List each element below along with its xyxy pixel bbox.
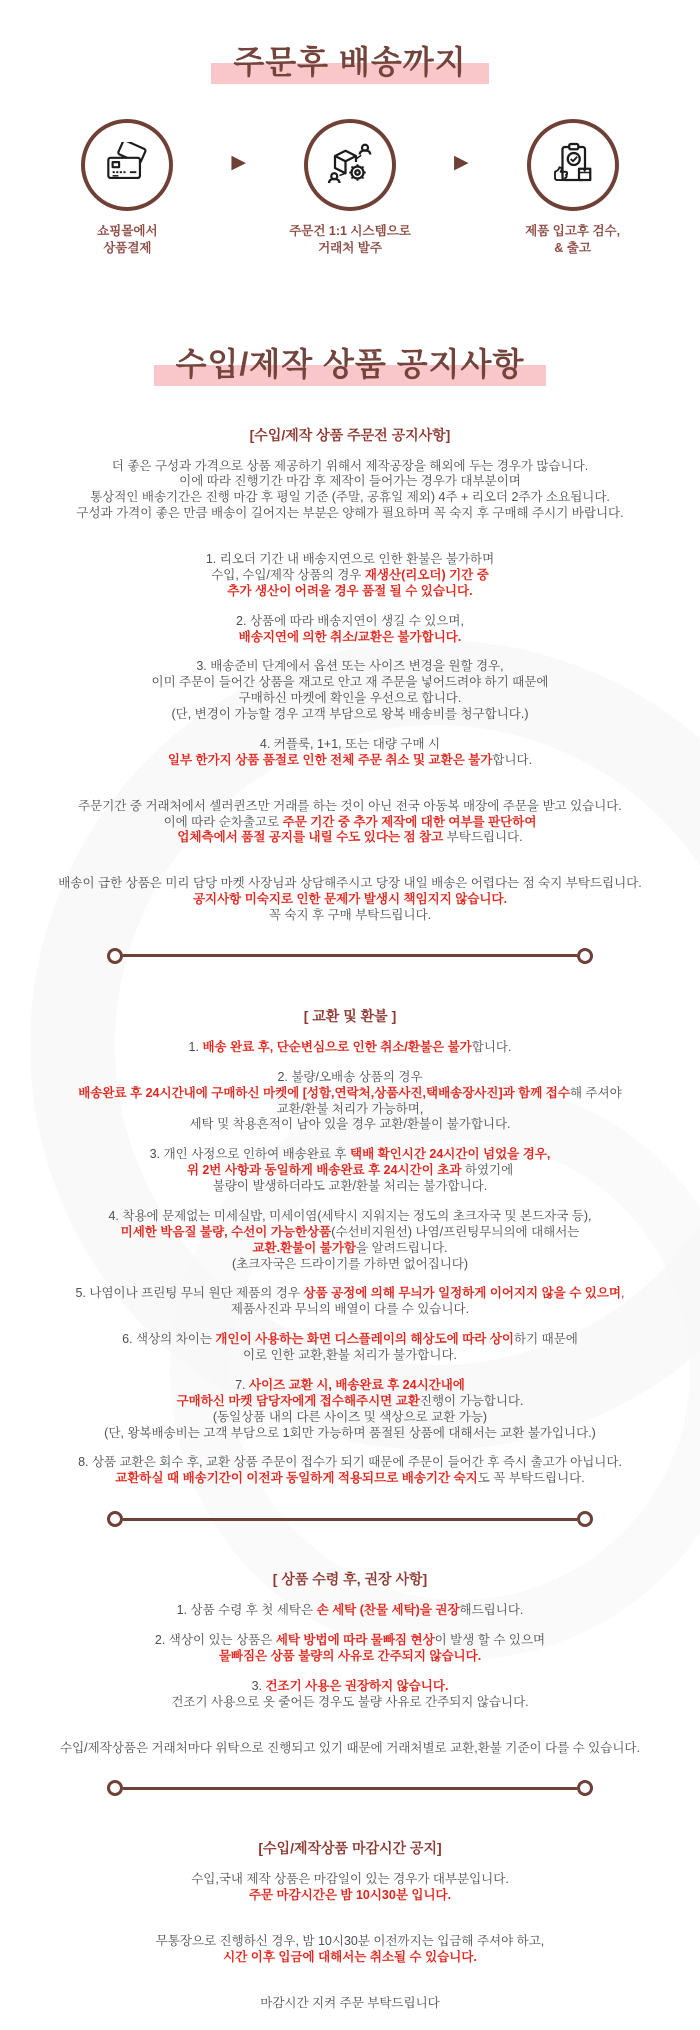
notice-text: (단, 왕복배송비는 고객 부담으로 1회만 가능하며 품절된 상품에 대해서는 교환 불가입니다.) — [104, 1425, 596, 1440]
notice-line — [0, 584, 700, 600]
notice-text: 3. 개인 사정으로 인하여 배송완료 후 — [149, 1147, 350, 1162]
notice-paragraph — [0, 614, 700, 646]
notice-text-red: 주문 마감시간은 밤 10시30분 입니다. — [248, 1888, 452, 1903]
notice-text-red: 배송지연에 의한 취소/교환은 불가합니다. — [238, 629, 462, 644]
notice-paragraph — [0, 1209, 700, 1273]
notice-text: 수입/제작상품은 거래처마다 위탁으로 진행되고 있기 때문에 거래처별로 교환,환불 기준이 다를 수 있습니다. — [60, 1740, 640, 1755]
notice-line — [0, 614, 700, 630]
notice-text: 하였기에 — [461, 1163, 514, 1178]
step-circle — [81, 119, 173, 211]
notice-text: 해드립니다. — [459, 1603, 524, 1618]
notice-text: 5. 나염이나 프린팅 무늬 원단 제품의 경우 — [75, 1286, 304, 1301]
notice-text: 마감시간 지켜 주문 부탁드립니다 — [260, 1995, 440, 2010]
section-divider — [107, 948, 593, 964]
notice-line — [0, 1950, 700, 1966]
notice-paragraph — [0, 1147, 700, 1195]
notice-text-red: 배송완료 후 24시간내에 구매하신 마켓에 [성함,연락처,상품사진,택배송장사진]과 함께 접수 — [78, 1085, 570, 1100]
notice-paragraph — [0, 1455, 700, 1487]
notice-text-red: 미세한 박음질 불량, 수선이 가능한상품 — [120, 1224, 332, 1239]
notice-paragraph — [0, 1679, 700, 1711]
notice-line — [0, 659, 700, 675]
notice-line — [0, 1102, 700, 1118]
notice-text: 이에 따라 순차출고로 — [163, 814, 283, 829]
notice-paragraph — [0, 1332, 700, 1364]
notice-text: 1. 상품 수령 후 첫 세탁은 — [176, 1603, 317, 1618]
notice-text: 세탁 및 착용흔적이 남아 있을 경우 교환/환불이 불가합니다. — [189, 1117, 511, 1132]
notice-paragraph — [0, 1934, 700, 1966]
page-title-shipping: 주문후 배송까지 — [233, 44, 467, 80]
notice-text: 주문기간 중 거래처에서 셀러퀸즈만 거래를 하는 것이 아닌 전국 아동복 매장에 주문을 받고 있습니다. — [78, 798, 622, 813]
step-label-line: 쇼핑몰에서 — [97, 223, 158, 238]
notice-text: 배송이 급한 상품은 미리 담당 마켓 사장님과 상담해주시고 당장 내일 배송은 어렵다는 점 숙지 부탁드립니다. — [58, 876, 642, 891]
notice-paragraph — [0, 1286, 700, 1318]
step-label-line: 주문건 1:1 시스템으로 — [289, 223, 411, 238]
notice-text: (수선비지원선) 나염/프린팅무늬의에 대해서는 — [331, 1224, 580, 1239]
section-divider — [107, 1511, 593, 1527]
notice-line — [0, 459, 700, 475]
notice-text: 이 발생 할 수 있으며 — [434, 1633, 546, 1648]
step-label-line: 거래처 발주 — [318, 241, 382, 256]
notice-sections — [0, 425, 700, 2012]
step-label-line: & 출고 — [554, 241, 591, 256]
notice-line — [0, 1117, 700, 1133]
notice-text: , — [621, 1286, 625, 1301]
notice-text: 진행이 가능합니다. — [419, 1393, 524, 1408]
notice-line — [0, 1679, 700, 1695]
notice-line — [0, 1302, 700, 1318]
notice-line — [0, 1209, 700, 1225]
notice-line — [0, 1649, 700, 1665]
notice-line — [0, 552, 700, 568]
notice-line — [0, 1471, 700, 1487]
notice-line — [0, 691, 700, 707]
notice-paragraph — [0, 1633, 700, 1665]
notice-text: 해 주셔야 — [569, 1085, 622, 1100]
notice-text-red: 건조기 사용은 권장하지 않습니다. — [265, 1678, 449, 1693]
step-circle — [527, 119, 619, 211]
divider-ring-icon — [577, 1780, 593, 1796]
notice-line — [0, 1086, 700, 1102]
notice-text-red: 교환하실 때 배송기간이 이전과 동일하게 적용되므로 배송기간 숙지 — [115, 1471, 478, 1486]
notice-text: 이에 따라 진행기간 마감 후 제작이 들어가는 경우가 대부분이며 — [179, 474, 521, 489]
divider-ring-icon — [107, 948, 123, 964]
notice-line — [0, 1426, 700, 1442]
notice-text-red: 재생산(리오더) 기간 중 — [364, 567, 489, 582]
step-label — [97, 223, 157, 258]
notice-line — [0, 1603, 700, 1619]
notice-line — [0, 1633, 700, 1649]
notice-text: 무통장으로 진행하신 경우, 밤 10시30분 이전까지는 입금해 주셔야 하고, — [155, 1934, 545, 1949]
page-title-notice: 수입/제작 상품 공지사항 — [175, 345, 525, 382]
notice-line — [0, 707, 700, 723]
notice-text: 1. — [188, 1039, 203, 1054]
notice-text: (단, 변경이 가능할 경우 고객 부담으로 왕복 배송비를 청구합니다.) — [171, 707, 529, 722]
notice-text-red: 상품 공정에 의해 무늬가 일정하게 이어지지 않을 수 있으며 — [303, 1286, 622, 1301]
notice-line — [0, 474, 700, 490]
notice-line — [0, 1241, 700, 1257]
notice-text: 이로 인한 교환,환불 처리가 불가합니다. — [242, 1348, 458, 1363]
notice-text-red: 추가 생산이 어려울 경우 품절 될 수 있습니다. — [227, 583, 473, 598]
divider-line — [123, 1518, 577, 1521]
notice-line — [0, 1040, 700, 1056]
notice-text: 8. 상품 교환은 회수 후, 교환 상품 주문이 접수가 되기 때문에 주문이 들어간 후 즉시 출고가 아닙니다. — [78, 1455, 622, 1470]
notice-text: 더 좋은 구성과 가격으로 상품 제공하기 위해서 제작공장을 해외에 두는 경우가 많습니다. — [111, 458, 589, 473]
shipping-process-flow — [0, 119, 700, 258]
notice-text: 4. 착용에 문제없는 미세실밥, 미세이염(세탁시 지워지는 정도의 초크자국 및 본드자국 등), — [108, 1208, 592, 1223]
notice-line — [0, 1996, 700, 2012]
notice-paragraph — [0, 799, 700, 847]
notice-paragraph — [0, 876, 700, 924]
notice-line — [0, 908, 700, 924]
step-label-line: 상품결제 — [103, 241, 152, 256]
notice-paragraph — [0, 459, 700, 523]
notice-line — [0, 490, 700, 506]
notice-paragraph — [0, 1040, 700, 1056]
notice-line — [0, 506, 700, 522]
notice-text: 구성과 가격이 좋은 만큼 배송이 길어지는 부분은 양해가 필요하며 꼭 숙지 후 구매해 주시기 바랍니다. — [76, 506, 624, 521]
notice-text: 건조기 사용으로 옷 줄어든 경우도 불량 사유로 간주되지 않습니다. — [171, 1694, 529, 1709]
notice-text: (동일상품 내의 다른 사이즈 및 색상으로 교환 가능) — [212, 1409, 488, 1424]
notice-text: 7. — [235, 1377, 250, 1392]
notice-text-red: 배송 완료 후, 단순변심으로 인한 취소/환불은 불가 — [202, 1039, 472, 1054]
notice-line — [0, 753, 700, 769]
notice-text: 합니다. — [492, 752, 533, 767]
notice-text-red: 시간 이후 입금에 대해서는 취소될 수 있습니다. — [223, 1950, 477, 1965]
notice-line — [0, 1741, 700, 1757]
notice-line — [0, 1394, 700, 1410]
divider-line — [123, 954, 577, 957]
notice-line — [0, 1179, 700, 1195]
notice-text-red: 일부 한가지 상품 품절로 인한 전체 주문 취소 및 교환은 불가 — [167, 752, 493, 767]
notice-line — [0, 1872, 700, 1888]
notice-text-red: 공지사항 미숙지로 인한 문제가 발생시 책임지지 않습니다. — [192, 892, 508, 907]
notice-text-red: 물빠짐은 상품 불량의 사유로 간주되지 않습니다. — [218, 1648, 482, 1663]
notice-text: 3. — [251, 1678, 266, 1693]
notice-text: 제품사진과 무늬의 배열이 다를 수 있습니다. — [230, 1302, 470, 1317]
notice-text: (초크자국은 드라이기를 가하면 없어집니다) — [231, 1256, 469, 1271]
notice-text: 수입, 수입/제작 상품의 경우 — [211, 567, 365, 582]
notice-text: 부탁드립니다. — [443, 830, 523, 845]
notice-line — [0, 1695, 700, 1711]
notice-paragraph — [0, 737, 700, 769]
notice-line — [0, 1378, 700, 1394]
divider-ring-icon — [107, 1780, 123, 1796]
notice-text: 통상적인 배송기간은 진행 마감 후 평일 기준 (주말, 공휴일 제외) 4주 + 리오더 2주가 소요됩니다. — [90, 490, 610, 505]
step-circle — [304, 119, 396, 211]
notice-line — [0, 830, 700, 846]
notice-text-red: 택배 확인시간 24시간이 넘었을 경우, — [350, 1147, 551, 1162]
notice-line — [0, 1348, 700, 1364]
notice-text: 1. 리오더 기간 내 배송지연으로 인한 환불은 불가하며 — [205, 552, 495, 567]
notice-text: 합니다. — [471, 1039, 512, 1054]
notice-text-red: 개인이 사용하는 화면 디스플레이의 해상도에 따라 상이 — [215, 1332, 514, 1347]
notice-line — [0, 1225, 700, 1241]
notice-text: 2. 색상이 있는 상품은 — [154, 1633, 276, 1648]
notice-text: 불량이 발생하더라도 교환/환불 처리는 불가합니다. — [212, 1179, 488, 1194]
notice-text: 도 꼭 부탁드립니다. — [477, 1471, 585, 1486]
section-heading: [수입/제작상품 마감시간 공지] — [258, 1840, 442, 1857]
notice-line — [0, 799, 700, 815]
notice-text-red: 업체측에서 품절 공지를 내릴 수도 있다는 점 참고 — [177, 830, 444, 845]
notice-line — [0, 737, 700, 753]
arrow-right-icon: ▶ — [231, 151, 246, 173]
notice-text: 하기 때문에 — [514, 1332, 578, 1347]
notice-line — [0, 1070, 700, 1086]
notice-text-red: 손 세탁 (찬물 세탁)을 권장 — [316, 1603, 460, 1618]
notice-text-red: 위 2번 사항과 동일하게 배송완료 후 24시간이 초과 — [186, 1163, 462, 1178]
notice-text-red: 사이즈 교환 시, 배송완료 후 24시간내에 — [249, 1377, 465, 1392]
notice-paragraph — [0, 1603, 700, 1619]
notice-paragraph — [0, 1872, 700, 1904]
notice-line — [0, 1332, 700, 1348]
divider-ring-icon — [577, 948, 593, 964]
notice-text: 3. 배송준비 단계에서 옵션 또는 사이즈 변경을 원할 경우, — [196, 659, 504, 674]
notice-line — [0, 1455, 700, 1471]
notice-text: 교환/환불 처리가 가능하며, — [276, 1101, 424, 1116]
notice-paragraph — [0, 659, 700, 723]
step-label-line: 제품 입고후 검수, — [525, 223, 621, 238]
notice-text: 을 알려드립니다. — [356, 1240, 448, 1255]
divider-line — [123, 1787, 577, 1790]
notice-line — [0, 630, 700, 646]
credit-card-icon — [104, 142, 150, 188]
divider-ring-icon — [107, 1511, 123, 1527]
section-order-to-shipping — [0, 0, 700, 81]
notice-text: 2. 상품에 따라 배송지연이 생길 수 있으며, — [236, 613, 464, 628]
process-step-order-system — [252, 119, 448, 258]
notice-paragraph — [0, 1741, 700, 1757]
notice-text-red: 세탁 방법에 따라 물빠짐 현상 — [275, 1633, 435, 1648]
section-divider — [107, 1780, 593, 1796]
notice-line — [0, 876, 700, 892]
notice-line — [0, 675, 700, 691]
notice-line — [0, 1163, 700, 1179]
notice-paragraph — [0, 1378, 700, 1442]
notice-line — [0, 1934, 700, 1950]
notice-paragraph — [0, 552, 700, 600]
notice-line — [0, 568, 700, 584]
notice-text: 이미 주문이 들어간 상품을 재고로 안고 재 주문을 넣어드려야 하기 때문에 — [151, 675, 549, 690]
notice-text: 수입,국내 제작 상품은 마감일이 있는 경우가 대부분입니다. — [191, 1872, 509, 1887]
notice-line — [0, 815, 700, 831]
notice-paragraph — [0, 1996, 700, 2012]
notice-text: 4. 커플룩, 1+1, 또는 대량 구매 시 — [259, 736, 441, 751]
section-heading: [ 교환 및 환불 ] — [303, 1007, 397, 1024]
notice-text: 2. 불량/오배송 상품의 경우 — [277, 1069, 423, 1084]
notice-line — [0, 1286, 700, 1302]
notice-text: 구매하신 마켓에 확인을 우선으로 합니다. — [238, 691, 462, 706]
step-label — [525, 223, 620, 258]
notice-text-red: 주문 기간 중 추가 제작에 대한 여부를 판단하여 — [282, 814, 537, 829]
notice-line — [0, 1257, 700, 1273]
notice-paragraph — [0, 1070, 700, 1134]
section-import-notice — [0, 346, 700, 383]
notice-text-red: 교환.환불이 불가함 — [252, 1240, 357, 1255]
notice-line — [0, 1147, 700, 1163]
step-label — [289, 223, 411, 258]
inspection-shipping-icon — [549, 141, 597, 189]
order-system-icon — [326, 141, 374, 189]
notice-text-red: 구매하신 마켓 담당자에게 접수해주시면 교환 — [176, 1393, 420, 1408]
notice-line — [0, 892, 700, 908]
section-heading: [수입/제작 상품 주문전 공지사항] — [249, 426, 451, 443]
notice-line — [0, 1888, 700, 1904]
divider-ring-icon — [577, 1511, 593, 1527]
process-step-payment — [29, 119, 225, 258]
section-heading: [ 상품 수령 후, 권장 사항] — [272, 1571, 428, 1588]
notice-text: 꼭 숙지 후 구매 부탁드립니다. — [268, 908, 432, 923]
notice-text: 6. 색상의 차이는 — [122, 1332, 216, 1347]
process-step-inspection — [475, 119, 671, 258]
notice-line — [0, 1410, 700, 1426]
arrow-right-icon: ▶ — [454, 151, 469, 173]
